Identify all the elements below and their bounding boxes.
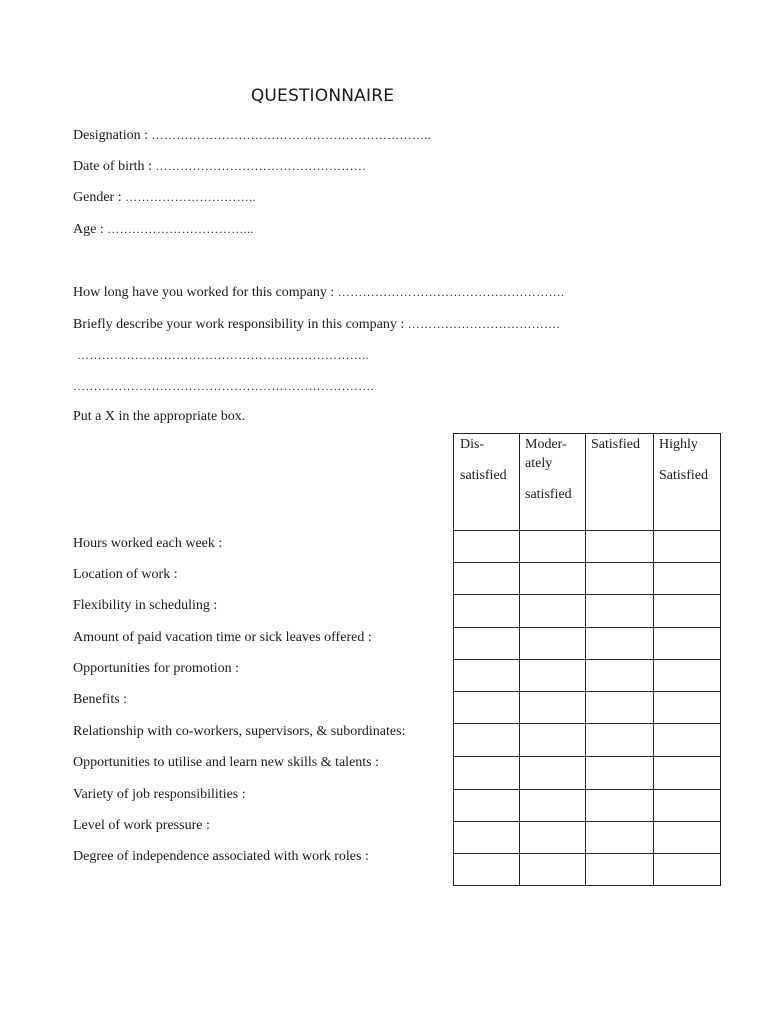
work-responsibility-line-3[interactable]: ………………………………………………………………. [73,379,374,393]
rating-box[interactable] [520,724,585,756]
rating-box[interactable] [455,531,519,562]
gender-blank: ………………………….. [125,190,256,204]
gender-field[interactable] [73,188,256,207]
column-header-line [659,454,720,466]
rating-box[interactable] [586,531,653,562]
rating-box[interactable] [455,724,519,756]
rating-box[interactable] [654,757,720,789]
row-label-location: Location of work : [73,567,178,582]
column-header-line: ately [525,456,553,471]
date-of-birth-label: Date of birth : [73,159,152,174]
rating-box[interactable] [455,660,519,691]
rating-box[interactable] [586,692,653,723]
rating-box[interactable] [654,563,720,594]
age-label: Age : [73,222,104,237]
work-responsibility-label: Briefly describe your work responsibility in this company : [73,317,405,332]
years-worked-field[interactable] [73,283,564,302]
rating-box[interactable] [586,628,653,659]
column-header-line: Dis- [460,437,485,452]
rating-box[interactable] [520,660,585,691]
age-field[interactable] [73,220,254,239]
row-label-flexibility: Flexibility in scheduling : [73,598,218,613]
rating-box[interactable] [654,660,720,691]
column-header-line: satisfied [460,468,507,483]
column-header-line: satisfied [525,487,572,502]
page-title: QUESTIONNAIRE [250,86,395,106]
rating-box[interactable] [520,757,585,789]
row-label-pressure: Level of work pressure : [73,818,210,833]
rating-box[interactable] [455,628,519,659]
rating-box[interactable] [586,790,653,821]
column-header-line: Satisfied [659,468,708,483]
rating-box[interactable] [455,757,519,789]
row-label-independence: Degree of independence associated with work roles : [73,849,369,864]
years-worked-blank: ………………………………………………. [337,285,565,299]
work-responsibility-blank: ………………………………. [407,317,560,331]
rating-box[interactable] [455,595,519,627]
column-header-dissatisfied [454,434,519,530]
row-label-variety: Variety of job responsibilities : [73,787,246,802]
rating-box[interactable] [586,595,653,627]
column-header-satisfied [585,434,653,530]
rating-box[interactable] [520,595,585,627]
rating-box[interactable] [654,724,720,756]
row-label-relationship: Relationship with co-workers, supervisors, & subordinates: [73,724,406,739]
instruction-text: Put a X in the appropriate box. [73,409,246,424]
row-label-vacation: Amount of paid vacation time or sick leaves offered : [73,630,372,645]
rating-box[interactable] [455,563,519,594]
column-header-line: Moder- [525,437,567,452]
column-header-line: Highly [659,437,698,452]
rating-box[interactable] [654,692,720,723]
rating-box[interactable] [654,595,720,627]
years-worked-label: How long have you worked for this company : [73,285,335,300]
rating-grid [453,433,721,886]
rating-box[interactable] [654,822,720,853]
rating-box[interactable] [586,660,653,691]
column-header-line [460,454,519,466]
rating-box[interactable] [455,854,519,885]
designation-field[interactable] [73,126,431,145]
rating-box[interactable] [654,628,720,659]
rating-box[interactable] [586,854,653,885]
rating-box[interactable] [586,822,653,853]
rating-box[interactable] [654,790,720,821]
rating-box[interactable] [586,563,653,594]
rating-box[interactable] [520,822,585,853]
rating-box[interactable] [455,692,519,723]
row-label-skills: Opportunities to utilise and learn new skills & talents : [73,755,380,770]
date-of-birth-field[interactable] [73,157,366,176]
rating-box[interactable] [520,854,585,885]
date-of-birth-blank: …………………………………………… [155,159,367,173]
column-header-line: Satisfied [591,437,640,452]
row-label-promotion: Opportunities for promotion : [73,661,240,676]
column-header-highly-satisfied [653,434,720,530]
work-responsibility-line-2[interactable]: …………………………………………………………….. [77,348,369,362]
rating-box[interactable] [520,563,585,594]
designation-label: Designation : [73,128,149,143]
rating-box[interactable] [520,628,585,659]
gender-label: Gender : [73,190,122,205]
rating-box[interactable] [654,531,720,562]
column-header-moderately-satisfied [519,434,585,530]
row-label-benefits: Benefits : [73,692,128,707]
rating-box[interactable] [455,822,519,853]
rating-box[interactable] [455,790,519,821]
work-responsibility-field[interactable] [73,315,560,334]
rating-box[interactable] [654,854,720,885]
designation-blank: ………………………………………………………….. [151,128,432,142]
rating-box[interactable] [520,790,585,821]
age-blank: ……………………………... [107,222,254,236]
row-label-hours: Hours worked each week : [73,536,223,551]
rating-box[interactable] [586,724,653,756]
rating-box[interactable] [520,692,585,723]
rating-box[interactable] [520,531,585,562]
rating-box[interactable] [586,757,653,789]
